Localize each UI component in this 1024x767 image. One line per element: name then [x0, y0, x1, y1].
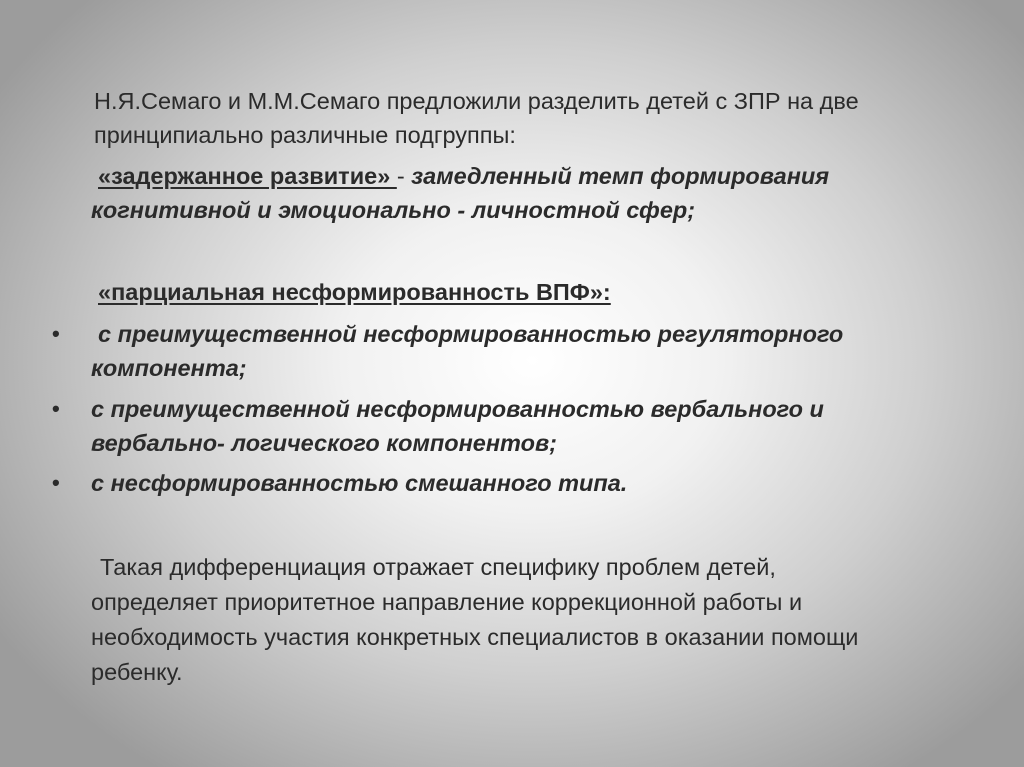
- bullet-item-2-line-2: вербально- логического компонентов;: [91, 430, 557, 456]
- delayed-development-line-2: когнитивной и эмоционально - личностной сфер;: [91, 197, 696, 223]
- bullet-icon: •: [52, 470, 60, 495]
- bullet-item-3-line-1: с несформированностью смешанного типа.: [91, 470, 628, 496]
- conclusion-line-2: определяет приоритетное направление коррекционной работы и: [91, 589, 803, 615]
- bullet-item-1-line-1: с преимущественной несформированностью регуляторного: [98, 321, 844, 347]
- conclusion-line-3: необходимость участия конкретных специалистов в оказании помощи: [91, 624, 859, 650]
- conclusion-line-4: ребенку.: [91, 659, 183, 685]
- conclusion-line-1: Такая дифференциация отражает специфику проблем детей,: [100, 554, 776, 580]
- bullet-item-2-line-1: с преимущественной несформированностью вербального и: [91, 396, 824, 422]
- delayed-development-line-1: [98, 159, 829, 193]
- bullet-icon: •: [52, 396, 60, 421]
- delayed-development-dash: -: [396, 163, 412, 189]
- partial-immaturity-heading: «парциальная несформированность ВПФ»:: [98, 279, 611, 305]
- intro-line-1: Н.Я.Семаго и М.М.Семаго предложили разделить детей с ЗПР на две: [94, 88, 859, 114]
- bullet-item-1-line-2: компонента;: [91, 355, 247, 381]
- delayed-development-term: «задержанное развитие»: [98, 163, 397, 189]
- bullet-icon: •: [52, 321, 60, 346]
- intro-line-2: принципиально различные подгруппы:: [94, 122, 516, 148]
- delayed-development-definition: замедленный темп формирования: [411, 163, 830, 189]
